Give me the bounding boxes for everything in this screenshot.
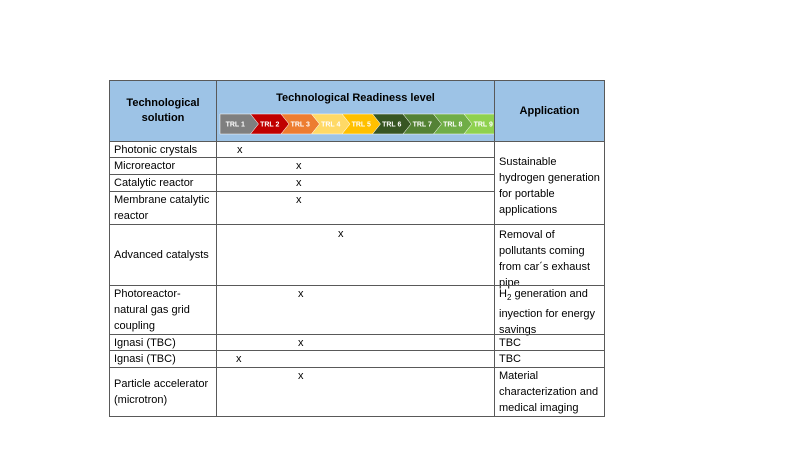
row-solution-1: Photonic crystals xyxy=(109,141,217,158)
trl-label-7: TRL 7 xyxy=(412,121,432,129)
application-tbc-1: TBC xyxy=(494,334,605,351)
trl-table xyxy=(109,80,605,417)
trl-label-6: TRL 6 xyxy=(382,121,402,129)
row-solution-6: Photoreactor-natural gas grid coupling xyxy=(109,285,217,335)
row-solution-4: Membrane catalytic reactor xyxy=(109,191,217,225)
trl-mark: x xyxy=(298,288,304,300)
trl-chevrons xyxy=(217,81,496,143)
trl-label-3: TRL 3 xyxy=(290,121,310,129)
trl-mark: x xyxy=(296,177,302,189)
row-solution-9: Particle accelerator (microtron) xyxy=(109,367,217,417)
header-trl-title: Technological Readiness level xyxy=(276,92,435,104)
trl-mark: x xyxy=(237,144,243,156)
row-trl-9 xyxy=(216,367,495,417)
row-trl-3 xyxy=(216,174,495,192)
row-solution-8: Ignasi (TBC) xyxy=(109,350,217,368)
trl-label-4: TRL 4 xyxy=(321,121,341,129)
trl-mark: x xyxy=(298,337,304,349)
row-solution-7: Ignasi (TBC) xyxy=(109,334,217,351)
row-trl-5 xyxy=(216,224,495,286)
application-pollutants: Removal of pollutants coming from car´s exhaust pipe xyxy=(494,224,605,286)
trl-mark: x xyxy=(296,194,302,206)
row-trl-8 xyxy=(216,350,495,368)
trl-mark: x xyxy=(236,353,242,365)
header-application-cell xyxy=(494,80,605,142)
row-solution-3: Catalytic reactor xyxy=(109,174,217,192)
header-solution: Technological solution xyxy=(126,97,200,124)
application-tbc-2: TBC xyxy=(494,350,605,368)
header-solution-cell xyxy=(109,80,217,142)
trl-label-9: TRL 9 xyxy=(473,121,493,129)
trl-mark: x xyxy=(338,228,344,240)
application-sustainable: Sustainable hydrogen generation for portable applications xyxy=(494,141,605,225)
row-solution-5: Advanced catalysts xyxy=(109,224,217,286)
row-solution-2: Microreactor xyxy=(109,157,217,175)
trl-mark: x xyxy=(298,370,304,382)
row-trl-4 xyxy=(216,191,495,225)
header-trl-cell xyxy=(216,80,495,142)
row-trl-6 xyxy=(216,285,495,335)
trl-mark: x xyxy=(296,160,302,172)
application-h2: $H_2$ generation and inyection for energy savings xyxy=(494,285,605,335)
application-material: Material characterization and medical imaging xyxy=(494,367,605,417)
trl-label-8: TRL 8 xyxy=(443,121,463,129)
row-trl-1 xyxy=(216,141,495,158)
trl-label-2: TRL 2 xyxy=(260,121,280,129)
row-trl-2 xyxy=(216,157,495,175)
row-trl-7 xyxy=(216,334,495,351)
trl-label-5: TRL 5 xyxy=(351,121,371,129)
trl-label-1: TRL 1 xyxy=(225,121,245,129)
header-application: Application xyxy=(519,104,580,117)
